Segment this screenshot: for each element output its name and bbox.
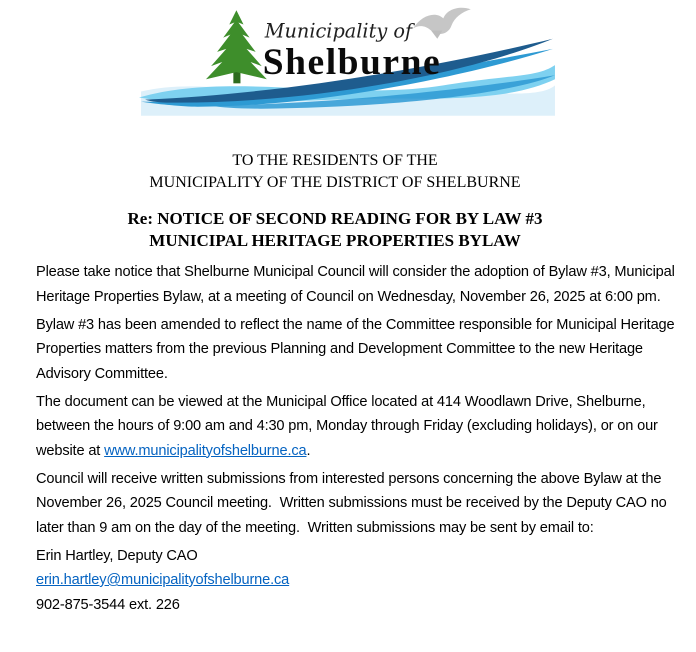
paragraph-notice-of-meeting: Please take notice that Shelburne Municipal Council will consider the adoption of Bylaw #3, Municipal Heritage Properties Bylaw, at a meeting of Council on Wednesday, November 26, 2025 at 6:00 pm. — [36, 264, 679, 305]
addressee-line-2: MUNICIPALITY OF THE DISTRICT OF SHELBURNE — [149, 174, 521, 191]
logo-graphic — [139, 4, 557, 116]
website-link[interactable]: www.municipalityofshelburne.ca — [104, 442, 307, 459]
seagull-icon — [413, 8, 471, 39]
paragraph-written-submissions: Council will receive written submissions from interested persons concerning the above Bylaw at the November 26, 2025 Council meeting. Written submissions must be received by the Deputy CAO no later than 9 am on the day of the meeting. Written submissions may be sent by email to: — [36, 470, 671, 536]
notice-body — [0, 260, 696, 617]
contact-phone: 902-875-3544 ext. 226 — [36, 596, 180, 613]
logo-municipality-of-text: Municipality of — [264, 19, 413, 43]
subject-line-1: Re: NOTICE OF SECOND READING FOR BY LAW #3 — [127, 209, 543, 228]
addressee-heading — [0, 150, 696, 194]
addressee-line-1: TO THE RESIDENTS OF THE — [232, 152, 438, 169]
contact-name-title: Erin Hartley, Deputy CAO — [36, 547, 198, 564]
email-link[interactable]: erin.hartley@municipalityofshelburne.ca — [36, 572, 290, 588]
pine-tree-icon — [206, 10, 267, 83]
contact-block — [36, 544, 676, 618]
viewing-text-after-link: . — [306, 442, 311, 459]
logo-shelburne-text: Shelburne — [262, 42, 442, 84]
paragraph-amendment: Bylaw #3 has been amended to reflect the name of the Committee responsible for Municipal Heritage Properties matters from the previous Planning and Development Committee to the new Heritage Advisory Committee. — [36, 316, 679, 382]
municipality-logo — [139, 4, 557, 116]
paragraph-document-viewing — [36, 390, 676, 464]
viewing-text-before-link: The document can be viewed at the Municipal Office located at 414 Woodlawn Drive, Shelburne, between the hours of 9:00 am and 4:30 pm, Monday through Friday (excluding holidays), or on our website at — [36, 393, 662, 459]
subject-heading — [0, 208, 696, 252]
subject-line-2: MUNICIPAL HERITAGE PROPERTIES BYLAW — [149, 231, 521, 250]
